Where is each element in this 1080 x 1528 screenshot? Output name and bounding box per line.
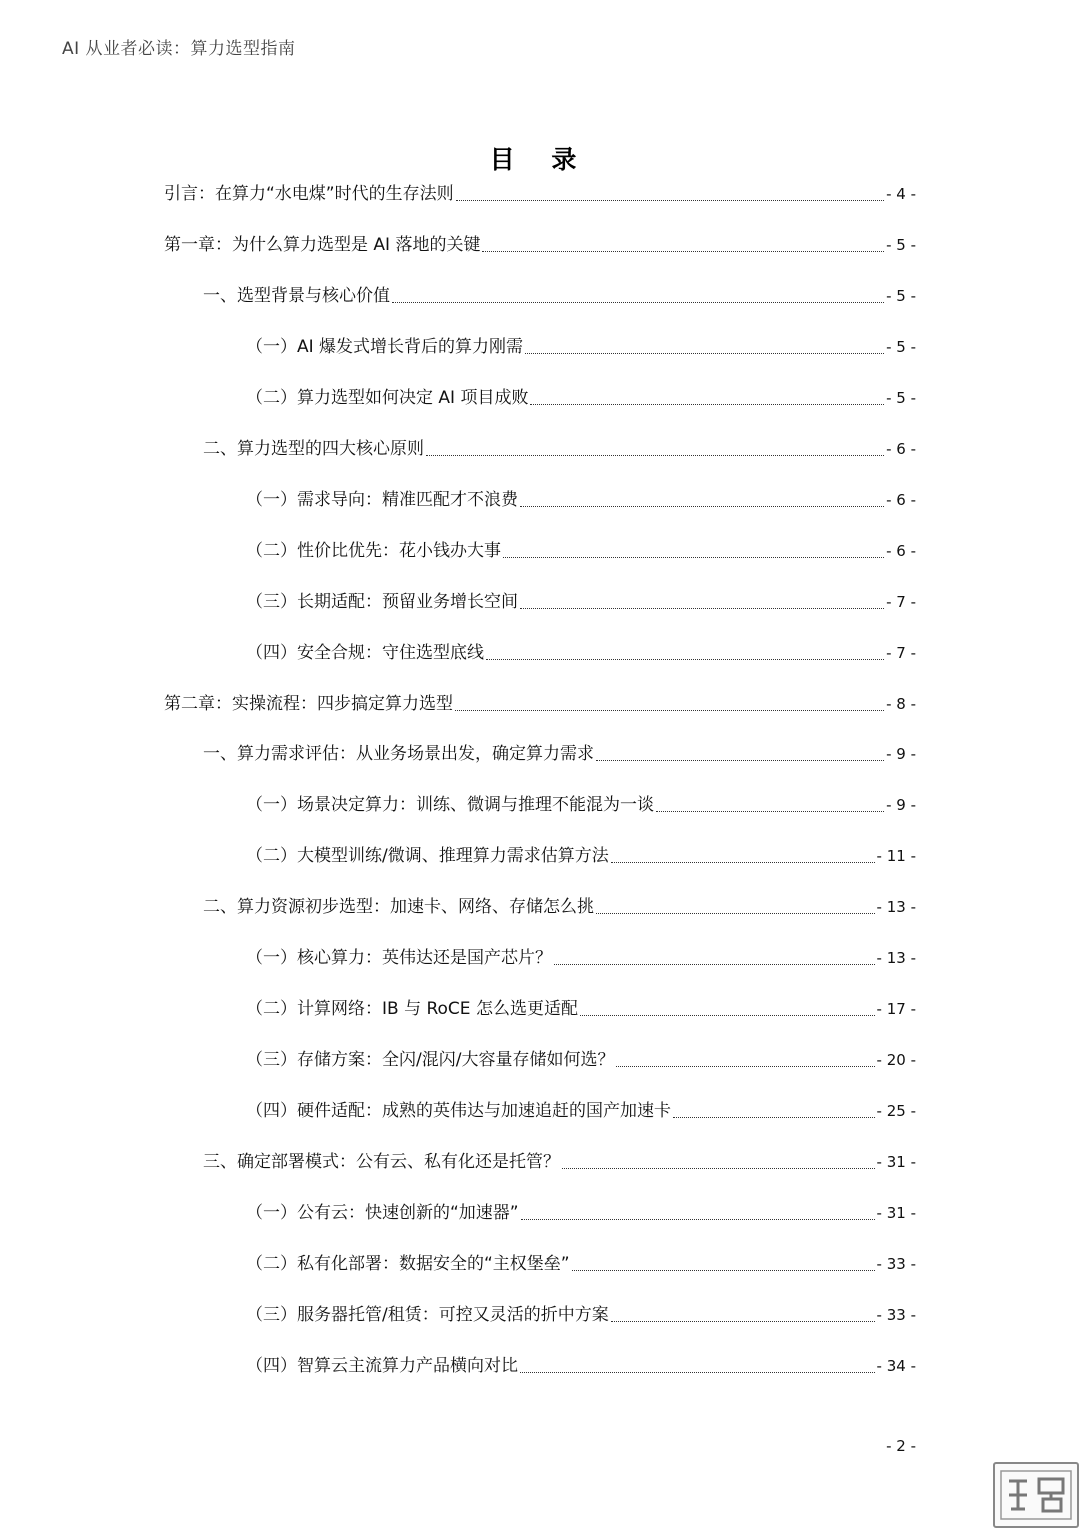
toc-entry-label: （二）算力选型如何决定 AI 项目成败 (246, 388, 529, 408)
toc-dot-leader (611, 862, 875, 863)
page-number: - 2 - (886, 1437, 916, 1455)
toc-dot-leader (503, 557, 884, 558)
toc-entry-page: - 33 - (876, 1306, 916, 1324)
toc-entry[interactable] (246, 487, 916, 513)
toc-entry-label: （三）存储方案：全闪/混闪/大容量存储如何选？ (246, 1050, 615, 1070)
toc-entry-page: - 5 - (886, 236, 916, 254)
toc-entry-label: （一）需求导向：精准匹配才不浪费 (246, 490, 518, 510)
toc-entry-page: - 20 - (876, 1051, 916, 1069)
toc-entry[interactable] (246, 334, 916, 360)
toc-entry-page: - 31 - (876, 1153, 916, 1171)
toc-entry-page: - 4 - (886, 185, 916, 203)
toc-dot-leader (455, 710, 884, 711)
toc-dot-leader (520, 1372, 875, 1373)
toc-entry-page: - 6 - (886, 542, 916, 560)
toc-entry[interactable] (203, 894, 916, 920)
toc-entry[interactable] (246, 1200, 916, 1226)
toc-entry-page: - 5 - (886, 389, 916, 407)
toc-dot-leader (554, 964, 875, 965)
toc-dot-leader (580, 1015, 875, 1016)
toc-entry-page: - 7 - (886, 593, 916, 611)
toc-entry-label: （三）服务器托管/租赁：可控又灵活的折中方案 (246, 1305, 609, 1325)
toc-entry-label: （二）私有化部署：数据安全的“主权堡垒” (246, 1254, 570, 1274)
toc-entry[interactable] (246, 538, 916, 564)
toc-dot-leader (596, 760, 884, 761)
toc-entry[interactable] (164, 181, 916, 207)
toc-dot-leader (656, 811, 884, 812)
toc-dot-leader (596, 913, 875, 914)
toc-entry-page: - 17 - (876, 1000, 916, 1018)
toc-entry[interactable] (246, 385, 916, 411)
toc-entry[interactable] (246, 843, 916, 869)
toc-entry-page: - 6 - (886, 440, 916, 458)
toc-entry[interactable] (246, 792, 916, 818)
toc-dot-leader (482, 251, 884, 252)
toc-entry-label: 三、确定部署模式：公有云、私有化还是托管？ (203, 1152, 560, 1172)
toc-entry-label: 引言：在算力“水电煤”时代的生存法则 (164, 184, 454, 204)
toc-entry[interactable] (246, 640, 916, 666)
toc-entry[interactable] (203, 283, 916, 309)
toc-dot-leader (611, 1321, 875, 1322)
toc-entry-label: （二）大模型训练/微调、推理算力需求估算方法 (246, 846, 609, 866)
toc-entry-label: 二、算力资源初步选型：加速卡、网络、存储怎么挑 (203, 897, 594, 917)
toc-entry-label: （一）公有云：快速创新的“加速器” (246, 1203, 519, 1223)
toc-entry-page: - 31 - (876, 1204, 916, 1222)
toc-entry[interactable] (246, 1047, 916, 1073)
toc-entry-label: 第二章：实操流程：四步搞定算力选型 (164, 694, 453, 714)
toc-entry[interactable] (203, 1149, 916, 1175)
toc-entry[interactable] (246, 945, 916, 971)
toc-entry-label: 一、选型背景与核心价值 (203, 286, 390, 306)
toc-dot-leader (520, 506, 884, 507)
toc-title: 目 录 (489, 145, 591, 174)
toc-entry-label: （四）硬件适配：成熟的英伟达与加速追赶的国产加速卡 (246, 1101, 671, 1121)
toc-entry-page: - 34 - (876, 1357, 916, 1375)
toc-dot-leader (486, 659, 884, 660)
toc-entry[interactable] (246, 996, 916, 1022)
toc-entry[interactable] (203, 741, 916, 767)
toc-entry-page: - 7 - (886, 644, 916, 662)
toc-entry-label: 第一章：为什么算力选型是 AI 落地的关键 (164, 235, 481, 255)
toc-entry-page: - 9 - (886, 745, 916, 763)
toc-entry-page: - 6 - (886, 491, 916, 509)
toc-entry-label: 一、算力需求评估：从业务场景出发，确定算力需求 (203, 744, 594, 764)
toc-entry-label: （四）安全合规：守住选型底线 (246, 643, 484, 663)
toc-entry[interactable] (246, 1251, 916, 1277)
toc-entry-label: （一）核心算力：英伟达还是国产芯片？ (246, 948, 552, 968)
toc-dot-leader (616, 1066, 874, 1067)
toc-entry-label: （四）智算云主流算力产品横向对比 (246, 1356, 518, 1376)
toc-entry[interactable] (246, 589, 916, 615)
running-header: AI 从业者必读：算力选型指南 (62, 39, 296, 59)
toc-entry-page: - 13 - (876, 898, 916, 916)
toc-entry-label: （三）长期适配：预留业务增长空间 (246, 592, 518, 612)
toc-entry[interactable] (246, 1098, 916, 1124)
toc-dot-leader (520, 608, 884, 609)
toc-dot-leader (562, 1168, 875, 1169)
toc-entry-page: - 25 - (876, 1102, 916, 1120)
toc-entry[interactable] (203, 436, 916, 462)
toc-entry-page: - 33 - (876, 1255, 916, 1273)
toc-entry-label: 二、算力选型的四大核心原则 (203, 439, 424, 459)
toc-entry-label: （一）AI 爆发式增长背后的算力刚需 (246, 337, 524, 357)
toc-entry-page: - 11 - (876, 847, 916, 865)
toc-entry-page: - 9 - (886, 796, 916, 814)
toc-entry[interactable] (246, 1353, 916, 1379)
toc-entry-page: - 8 - (886, 695, 916, 713)
toc-dot-leader (572, 1270, 875, 1271)
toc-entry-page: - 5 - (886, 287, 916, 305)
toc-dot-leader (530, 404, 884, 405)
toc-entry-label: （一）场景决定算力：训练、微调与推理不能混为一谈 (246, 795, 654, 815)
toc-dot-leader (673, 1117, 875, 1118)
toc-dot-leader (456, 200, 884, 201)
toc-dot-leader (392, 302, 884, 303)
watermark-logo-icon (993, 1462, 1079, 1528)
toc-entry-label: （二）性价比优先：花小钱办大事 (246, 541, 501, 561)
toc-entry-label: （二）计算网络：IB 与 RoCE 怎么选更适配 (246, 999, 578, 1019)
watermark-glyph-icon (999, 1469, 1073, 1521)
toc-dot-leader (426, 455, 884, 456)
toc-entry[interactable] (164, 232, 916, 258)
toc-entry[interactable] (164, 691, 916, 717)
toc-entry-page: - 5 - (886, 338, 916, 356)
toc-dot-leader (525, 353, 884, 354)
toc-entry-page: - 13 - (876, 949, 916, 967)
toc-entry[interactable] (246, 1302, 916, 1328)
toc-dot-leader (521, 1219, 875, 1220)
